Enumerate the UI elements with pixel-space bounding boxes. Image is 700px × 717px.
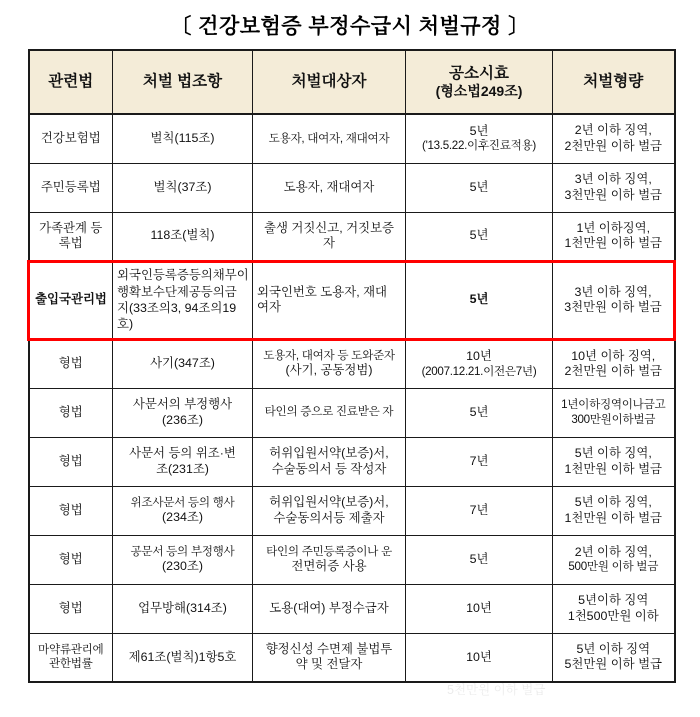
cell-related-law: 건강보험법 — [29, 114, 113, 163]
cell-limit-line1: 5년 — [469, 123, 489, 138]
table-row — [29, 388, 675, 437]
cell-sentence-line1: 5년 이하 징역, — [574, 495, 652, 509]
cell-statute-limit — [406, 339, 553, 388]
column-header-statute-sublabel: (형소법249조) — [435, 82, 523, 99]
cell-sentence — [553, 114, 675, 163]
cell-sentence-line1: 3년 이하 징역, — [574, 172, 652, 186]
cell-sentence-line1: 1년 이하징역, — [576, 220, 651, 235]
table-row — [29, 584, 675, 633]
cell-target-line1: 도용자, 대여자 등 도와준자 — [263, 349, 395, 362]
cell-penal-provision: 118조(벌칙) — [113, 212, 253, 261]
cell-article-line1: 공문서 등의 부정행사 — [130, 544, 235, 558]
cell-limit-line2: (2007.12.21.이전은7년) — [421, 364, 537, 378]
cut-off-row-artifact — [27, 683, 673, 697]
cell-sentence-line1: 3년 이하 징역, — [574, 284, 652, 299]
cell-article-line2: 조(231조) — [156, 461, 209, 476]
cell-sentence — [553, 437, 675, 486]
cell-target-line2: 약 및 전달자 — [295, 657, 363, 672]
cell-sentence-line1: 5년이하 징역 — [578, 593, 649, 607]
cell-target-line1: 도용자, 대여자, 재대여자 — [268, 131, 390, 145]
cell-sentence — [553, 388, 675, 437]
cell-related-law — [29, 212, 113, 261]
cell-sentence-line2: 2천만원 이하 벌금 — [564, 364, 663, 378]
cell-punishment-target — [253, 388, 406, 437]
column-header-penal-provision — [113, 50, 253, 114]
cell-target-line1: 외국인번호 도용자, 재대 — [257, 284, 388, 299]
cell-limit-line1: 10년 — [466, 349, 492, 363]
cell-statute-limit: 5년 — [406, 212, 553, 261]
table-header-row — [29, 50, 675, 114]
table-row — [29, 633, 675, 682]
table-row-highlighted-immigration — [29, 261, 675, 339]
cell-sentence-line1: 1년이하징역이나금고 — [561, 398, 666, 412]
cell-sentence-line1: 10년 이하 징역, — [571, 348, 656, 363]
cell-related-law: 형법 — [29, 437, 113, 486]
cell-sentence — [553, 633, 675, 682]
cell-sentence-line1: 2년 이하 징역, — [574, 544, 652, 559]
cell-punishment-target — [253, 486, 406, 535]
table-row — [29, 437, 675, 486]
cell-penal-provision — [113, 261, 253, 339]
cell-target-line2: 자 — [323, 236, 335, 250]
cell-target-line1: 출생 거짓신고, 거짓보증 — [263, 220, 395, 235]
cell-penal-provision: 사기(347조) — [113, 339, 253, 388]
cell-sentence — [553, 339, 675, 388]
cell-related-law: 주민등록법 — [29, 163, 113, 212]
cell-statute-limit: 5년 — [406, 163, 553, 212]
cell-target-line1: 허위입원서약(보증)서, — [269, 495, 389, 509]
cell-statute-limit: 7년 — [406, 437, 553, 486]
cell-sentence-line2: 5천만원 이하 벌급 — [564, 657, 663, 672]
penalty-table-wrapper — [27, 49, 673, 683]
column-header-statute-of-limitations — [406, 50, 553, 114]
table-row — [29, 212, 675, 261]
cell-sentence — [553, 535, 675, 584]
cell-sentence-line2: 1천만원 이하 벌금 — [564, 461, 663, 476]
cell-target-line2: 여자 — [257, 300, 281, 314]
cell-article-line1: 사문서 등의 위조·변 — [129, 446, 236, 460]
cell-punishment-target — [253, 339, 406, 388]
cell-punishment-target — [253, 261, 406, 339]
cell-related-law: 형법 — [29, 388, 113, 437]
cell-sentence-line1: 2년 이하 징역, — [574, 123, 652, 138]
cell-punishment-target — [253, 212, 406, 261]
cell-sentence — [553, 261, 675, 339]
cell-article-line2: (234조) — [162, 509, 203, 524]
cell-article-line2: (236조) — [162, 412, 203, 427]
cell-sentence — [553, 163, 675, 212]
cell-related-law: 형법 — [29, 584, 113, 633]
cell-related-law: 출입국관리법 — [29, 261, 113, 339]
cell-law-line1: 마약류관리에 — [38, 642, 104, 656]
cell-target-line2: 전면허증 사용 — [291, 558, 367, 573]
cell-sentence — [553, 486, 675, 535]
cell-punishment-target — [253, 437, 406, 486]
column-header-sentence — [553, 50, 675, 114]
cell-statute-limit: 10년 — [406, 633, 553, 682]
cell-penal-provision: 제61조(벌칙)1항5호 — [113, 633, 253, 682]
cell-related-law: 형법 — [29, 339, 113, 388]
column-header-statute-label: 공소시효 — [449, 64, 509, 82]
cell-sentence-line2: 3천만원 이하 벌금 — [564, 187, 663, 202]
table-row — [29, 163, 675, 212]
table-row — [29, 114, 675, 163]
cell-law-line1: 가족관계 등 — [39, 220, 103, 235]
table-body — [29, 114, 675, 682]
cell-penal-provision: 벌칙(115조) — [113, 114, 253, 163]
cell-punishment-target — [253, 114, 406, 163]
cell-law-line2: 관한법률 — [48, 657, 93, 671]
column-header-related-law — [29, 50, 113, 114]
cell-sentence — [553, 212, 675, 261]
column-header-punishment-target-label: 처벌대상자 — [291, 73, 367, 91]
cell-penal-provision — [113, 388, 253, 437]
page-title: 〔 건강보험증 부정수급시 처벌규정 〕 — [170, 15, 530, 38]
cell-penal-provision: 벌칙(37조) — [113, 163, 253, 212]
cell-sentence-line2: 2천만원 이하 벌금 — [564, 138, 663, 153]
cell-penal-provision — [113, 486, 253, 535]
cell-punishment-target — [253, 535, 406, 584]
cell-statute-limit: 5년 — [406, 261, 553, 339]
cell-statute-limit: 5년 — [406, 535, 553, 584]
cell-sentence-line2: 1천만원 이하 벌금 — [564, 236, 663, 250]
cell-sentence-line2: 300만원이하벌금 — [571, 412, 656, 426]
column-header-sentence-label: 처벌형량 — [583, 73, 644, 91]
cell-article-line1: 위조사문서 등의 행사 — [130, 495, 235, 509]
column-header-related-law-label: 관련법 — [48, 73, 94, 91]
table-header — [29, 50, 675, 114]
cell-law-line2: 록법 — [58, 236, 83, 250]
cell-statute-limit: 7년 — [406, 486, 553, 535]
cell-target-line1: 향정신성 수면제 불법투 — [265, 641, 393, 656]
cut-off-row-text: 5천만원 이하 벌급 — [447, 683, 546, 697]
cell-article-line1: 사문서의 부정행사 — [132, 397, 233, 411]
cell-target-line2: 수술동의서등 제출자 — [273, 510, 385, 525]
cell-sentence-line2: 1천만원 이하 벌금 — [564, 510, 663, 525]
cell-target-line1: 허위입원서약(보증)서, — [269, 446, 389, 460]
table-row — [29, 535, 675, 584]
cell-related-law: 형법 — [29, 535, 113, 584]
cell-related-law: 형법 — [29, 486, 113, 535]
penalty-regulations-table — [27, 49, 676, 683]
cell-statute-limit: 5년 — [406, 388, 553, 437]
cell-punishment-target — [253, 633, 406, 682]
cell-related-law — [29, 633, 113, 682]
cell-sentence-line2: 3천만원 이하 벌금 — [564, 300, 662, 314]
cell-penal-provision — [113, 437, 253, 486]
column-header-punishment-target — [253, 50, 406, 114]
cell-punishment-target: 도용(대여) 부정수급자 — [253, 584, 406, 633]
cell-target-line2: 수술동의서 등 작성자 — [271, 461, 387, 476]
cell-article-line4: 호) — [117, 317, 134, 332]
cell-sentence — [553, 584, 675, 633]
cell-statute-limit: 10년 — [406, 584, 553, 633]
cell-article-line1: 외국인등록증등의채무이 — [117, 268, 249, 283]
table-row — [29, 486, 675, 535]
cell-sentence-line1: 5년 이하 징역, — [574, 446, 652, 460]
cell-limit-line2: ('13.5.22.이후진료적용) — [422, 139, 536, 153]
cell-target-line2: (사기, 공동정범) — [285, 363, 373, 378]
table-row — [29, 339, 675, 388]
cell-statute-limit — [406, 114, 553, 163]
cell-penal-provision: 업무방해(314조) — [113, 584, 253, 633]
cell-article-line2: (230조) — [162, 558, 203, 573]
cell-article-line3: 지(33조의3, 94조의19 — [117, 301, 237, 315]
cell-sentence-line1: 5년 이하 징역 — [576, 641, 651, 656]
column-header-penal-provision-label: 처벌 법조항 — [142, 73, 223, 91]
cell-penal-provision — [113, 535, 253, 584]
cell-sentence-line2: 1천500만원 이하 — [567, 608, 659, 623]
cell-target-line1: 타인의 주민등록증이나 운 — [266, 544, 392, 558]
cell-article-line2: 행확보수단제공등의금 — [117, 284, 237, 299]
cell-punishment-target: 도용자, 재대여자 — [253, 163, 406, 212]
cell-sentence-line2: 500만원 이하 벌금 — [568, 560, 659, 573]
cell-target-line1: 타인의 증으로 진료받은 자 — [264, 405, 394, 419]
